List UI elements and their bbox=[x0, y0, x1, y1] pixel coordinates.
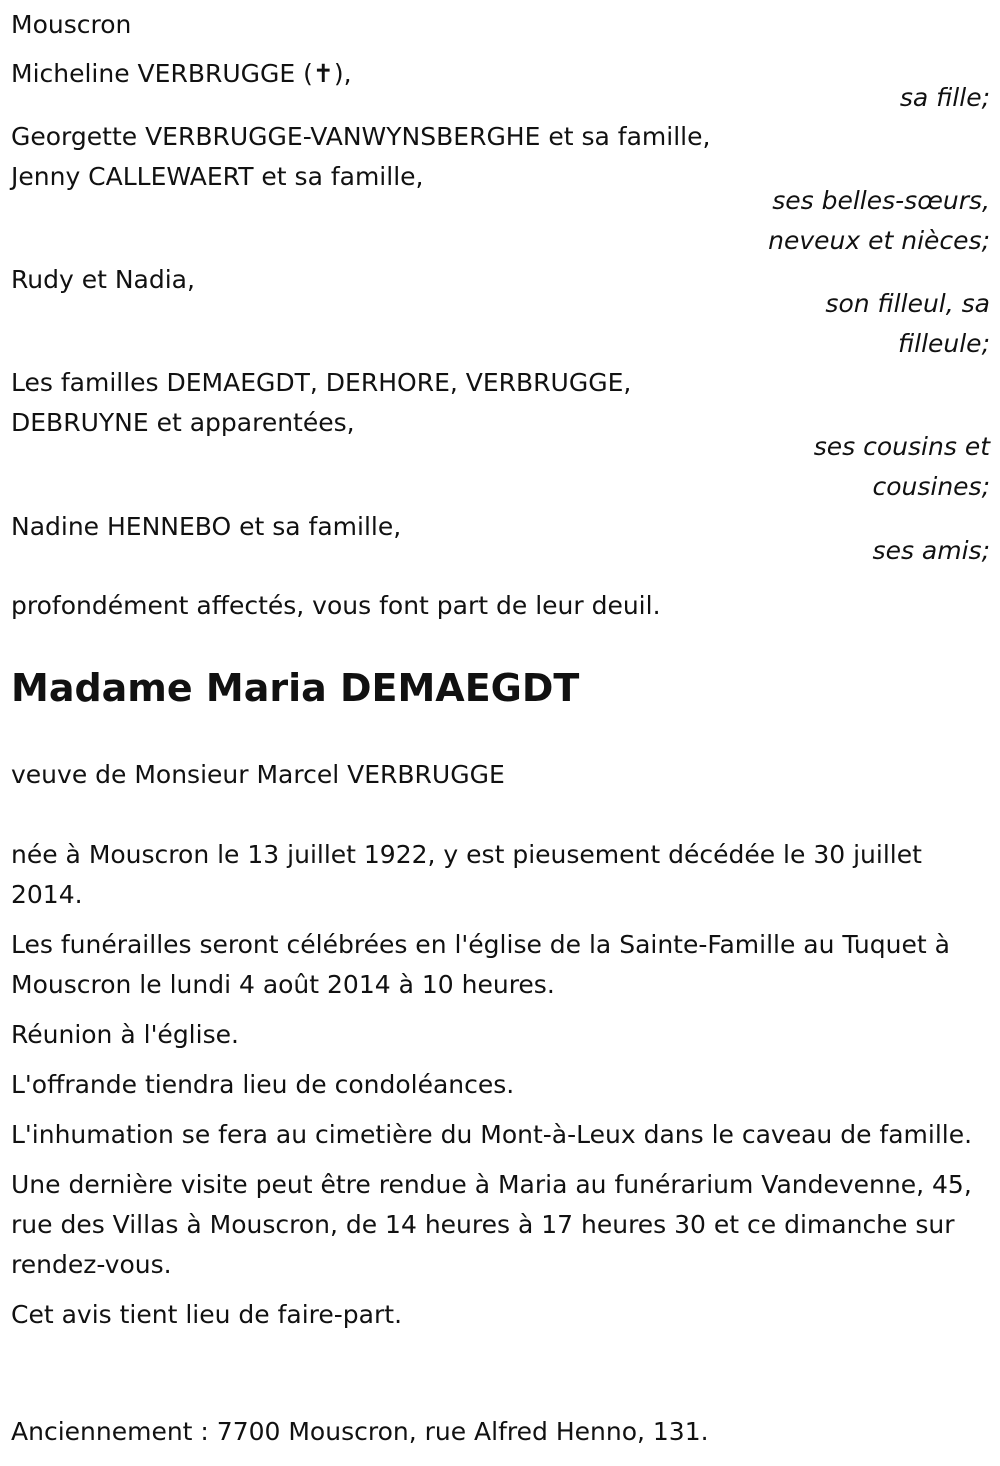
former-address: Anciennement : 7700 Mouscron, rue Alfred Henno, 131. bbox=[11, 1417, 709, 1446]
family-role: ses amis; bbox=[872, 536, 990, 565]
funeral-paragraph: Les funérailles seront célébrées en l'église de la Sainte-Famille au Tuquet à Mouscron le lundi 4 août 2014 à 10 heures. bbox=[11, 930, 950, 999]
family-name-line: Rudy et Nadia, bbox=[11, 265, 195, 294]
family-name-line: DEBRUYNE et apparentées, bbox=[11, 408, 355, 437]
family-role: son filleul, sa bbox=[825, 289, 990, 318]
family-name-line: Georgette VERBRUGGE-VANWYNSBERGHE et sa famille, bbox=[11, 122, 711, 151]
offering-paragraph: L'offrande tiendra lieu de condoléances. bbox=[11, 1070, 515, 1099]
notice-paragraph: Cet avis tient lieu de faire-part. bbox=[11, 1300, 403, 1329]
meeting-paragraph: Réunion à l'église. bbox=[11, 1020, 239, 1049]
family-name-line: Les familles DEMAEGDT, DERHORE, VERBRUGGE, bbox=[11, 368, 632, 397]
birth-death-paragraph: née à Mouscron le 13 juillet 1922, y est pieusement décédée le 30 juillet 2014. bbox=[11, 840, 922, 909]
family-role: filleule; bbox=[897, 329, 990, 358]
widow-of-line: veuve de Monsieur Marcel VERBRUGGE bbox=[11, 760, 505, 789]
place-heading: Mouscron bbox=[11, 10, 132, 39]
family-role: sa fille; bbox=[899, 83, 990, 112]
details-block bbox=[11, 835, 990, 1335]
family-role: ses cousins et bbox=[813, 432, 990, 461]
family-name-line: Nadine HENNEBO et sa famille, bbox=[11, 512, 402, 541]
family-name-line: Jenny CALLEWAERT et sa famille, bbox=[11, 162, 424, 191]
burial-paragraph: L'inhumation se fera au cimetière du Mont-à-Leux dans le caveau de famille. bbox=[11, 1120, 973, 1149]
deceased-name: Madame Maria DEMAEGDT bbox=[11, 666, 580, 710]
family-name-line: Micheline VERBRUGGE (✝), bbox=[11, 59, 352, 88]
family-role: neveux et nièces; bbox=[768, 226, 990, 255]
family-role: cousines; bbox=[872, 472, 990, 501]
family-role: ses belles-sœurs, bbox=[772, 186, 990, 215]
visit-paragraph: Une dernière visite peut être rendue à Maria au funérarium Vandevenne, 45, rue des Villas à Mouscron, de 14 heures à 17 heures 30 et ce dimanche sur rendez-vous. bbox=[11, 1170, 972, 1279]
closing-line: profondément affectés, vous font part de leur deuil. bbox=[11, 591, 661, 620]
